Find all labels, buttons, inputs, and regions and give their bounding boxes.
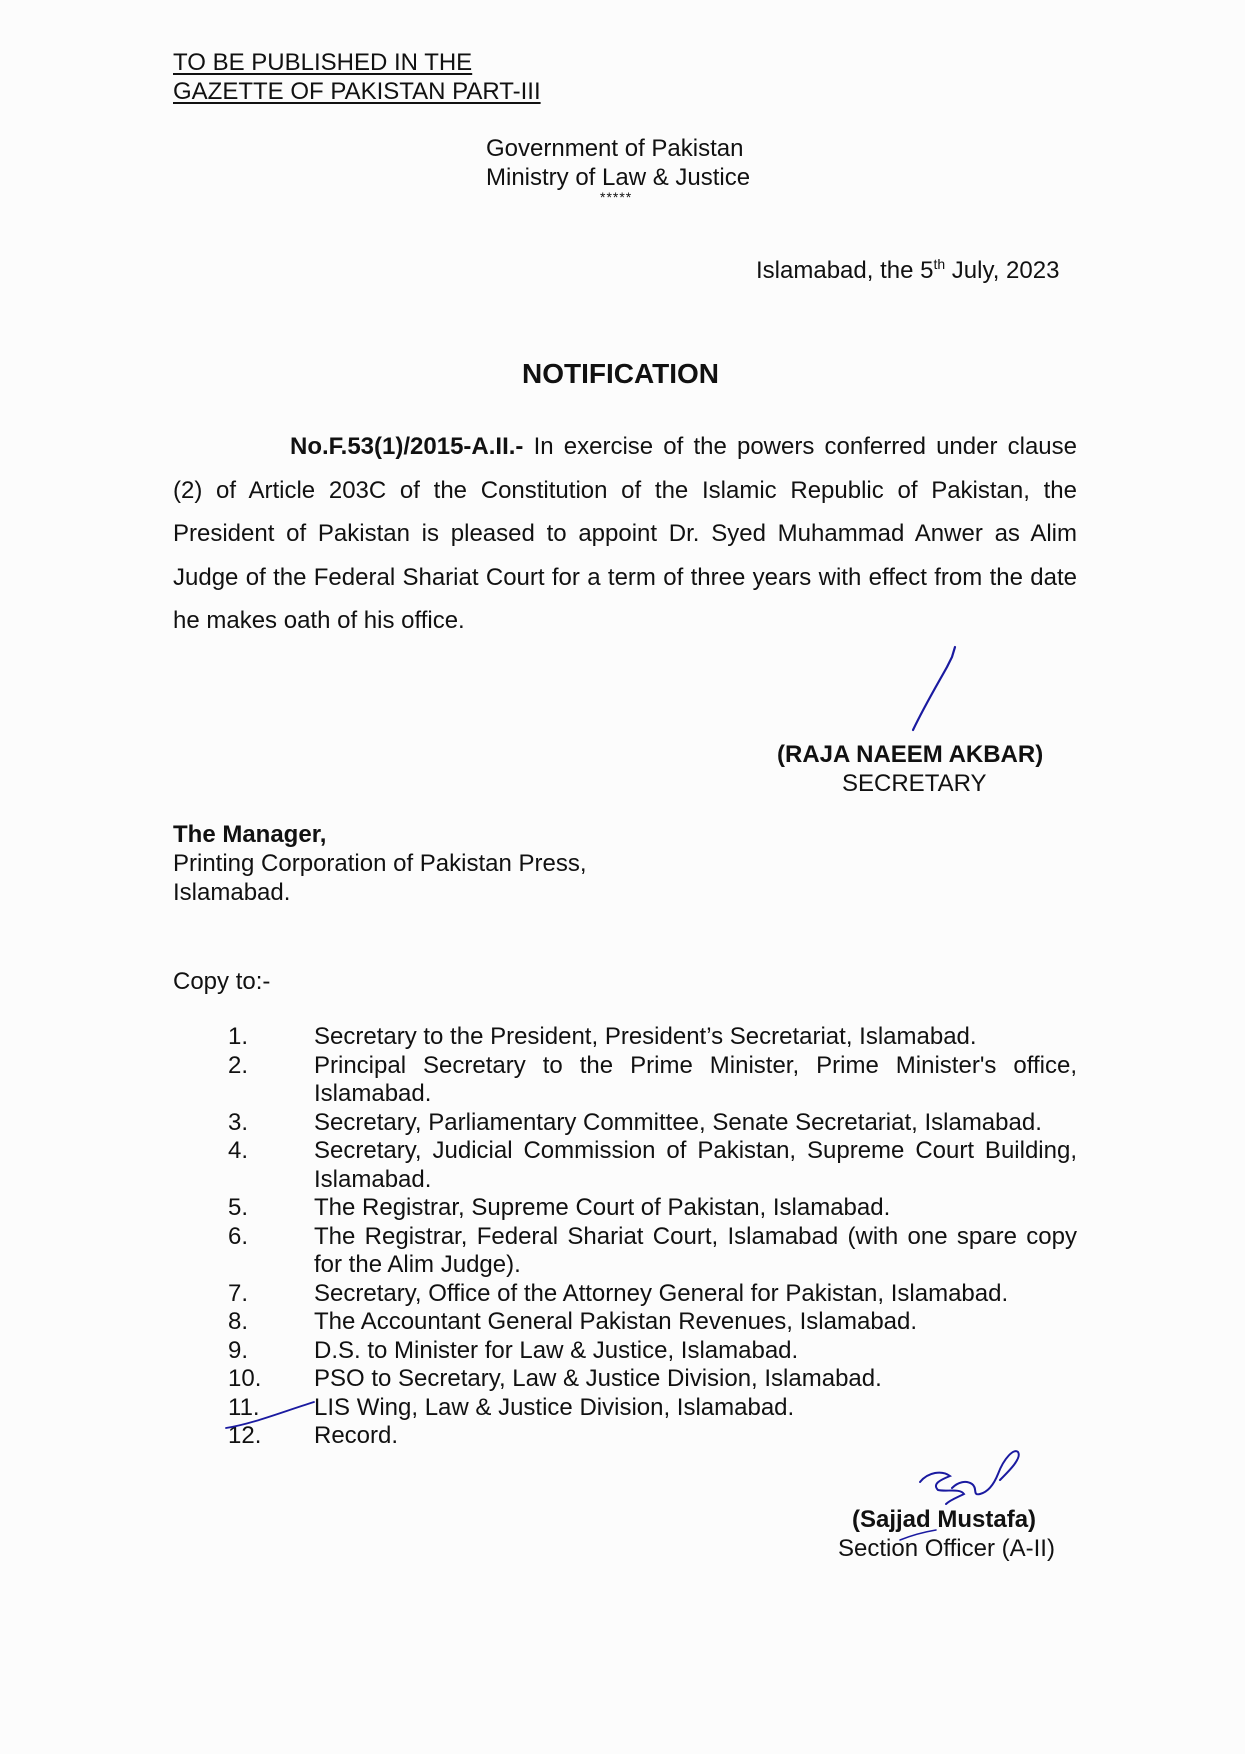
section-officer-name: (Sajjad Mustafa)	[852, 1506, 1037, 1533]
issue-date	[756, 250, 1059, 285]
item-text: Secretary, Parliamentary Committee, Senate Secretariat, Islamabad.	[314, 1108, 1042, 1136]
copy-to-list	[196, 1023, 1077, 1451]
list-item	[196, 1394, 1077, 1423]
item-text: The Registrar, Supreme Court of Pakistan, Islamabad.	[314, 1194, 891, 1221]
item-number: 9.	[228, 1336, 249, 1364]
date-superscript: th	[933, 256, 946, 272]
item-text: Secretary to the President, President’s Secretariat, Islamabad.	[314, 1023, 977, 1050]
item-number: 10.	[228, 1365, 262, 1392]
pen-stroke-mark	[222, 1398, 322, 1438]
copy-to-label: Copy to:-	[173, 968, 271, 995]
item-number: 11.	[228, 1393, 260, 1421]
secretary-designation: SECRETARY	[842, 770, 987, 797]
date-prefix: Islamabad, the 5	[756, 257, 934, 284]
secretary-name: (RAJA NAEEM AKBAR)	[777, 741, 1044, 768]
item-number: 4.	[228, 1137, 249, 1164]
reference-number: No.F.53(1)/2015-A.II.-	[290, 433, 524, 460]
item-text: Record.	[314, 1422, 399, 1449]
government-heading: Government of Pakistan	[486, 135, 744, 162]
list-item	[196, 1109, 1077, 1138]
addressee-line-2: Islamabad.	[173, 879, 291, 906]
notification-body	[173, 425, 1077, 643]
item-text: PSO to Secretary, Law & Justice Division, Islamabad.	[314, 1365, 882, 1392]
body-text: In exercise of the powers conferred under clause (2) of Article 203C of the Constitution of the Islamic Republic of Pakistan, the President of Pakistan is pleased to appoint Dr. Syed Muhammad Anwer as Alim Judge of the Federal Shariat Court for a term of three years with effect from the date he makes oath of his office.	[173, 433, 1077, 634]
header-stars: *****	[600, 189, 633, 205]
item-text: The Registrar, Federal Shariat Court, Islamabad (with one spare copy for the Alim Judge).	[314, 1222, 1077, 1278]
item-text: D.S. to Minister for Law & Justice, Islamabad.	[314, 1336, 799, 1364]
item-number: 7.	[228, 1279, 249, 1307]
list-item	[196, 1337, 1077, 1366]
gazette-line-2: GAZETTE OF PAKISTAN PART-III	[173, 78, 541, 105]
date-suffix: July, 2023	[945, 257, 1060, 284]
item-text: Principal Secretary to the Prime Minister, Prime Minister's office, Islamabad.	[314, 1051, 1077, 1107]
list-item	[196, 1365, 1077, 1394]
addressee-title: The Manager,	[173, 821, 327, 848]
item-number: 3.	[228, 1108, 249, 1136]
item-number: 2.	[228, 1051, 249, 1079]
addressee-line-1: Printing Corporation of Pakistan Press,	[173, 850, 587, 877]
item-text: LIS Wing, Law & Justice Division, Islamabad.	[314, 1393, 795, 1421]
item-number: 5.	[228, 1194, 249, 1221]
list-item	[196, 1223, 1077, 1280]
item-number: 8.	[228, 1308, 249, 1335]
item-number: 6.	[228, 1222, 249, 1250]
notification-title: NOTIFICATION	[522, 358, 720, 389]
list-item	[196, 1137, 1077, 1194]
list-item	[196, 1052, 1077, 1109]
section-officer-designation: Section Officer (A-II)	[838, 1535, 1055, 1562]
item-text: Secretary, Judicial Commission of Pakistan, Supreme Court Building, Islamabad.	[314, 1137, 1077, 1193]
list-item	[196, 1308, 1077, 1337]
item-number: 12.	[228, 1422, 262, 1449]
list-item	[196, 1280, 1077, 1309]
item-number: 1.	[228, 1023, 249, 1050]
list-item	[196, 1023, 1077, 1052]
item-text: The Accountant General Pakistan Revenues, Islamabad.	[314, 1308, 918, 1335]
gazette-line-1: TO BE PUBLISHED IN THE	[173, 49, 473, 76]
ministry-heading: Ministry of Law & Justice	[486, 164, 751, 191]
item-text: Secretary, Office of the Attorney General for Pakistan, Islamabad.	[314, 1279, 1009, 1307]
secretary-signature	[905, 645, 965, 735]
list-item	[196, 1194, 1077, 1223]
